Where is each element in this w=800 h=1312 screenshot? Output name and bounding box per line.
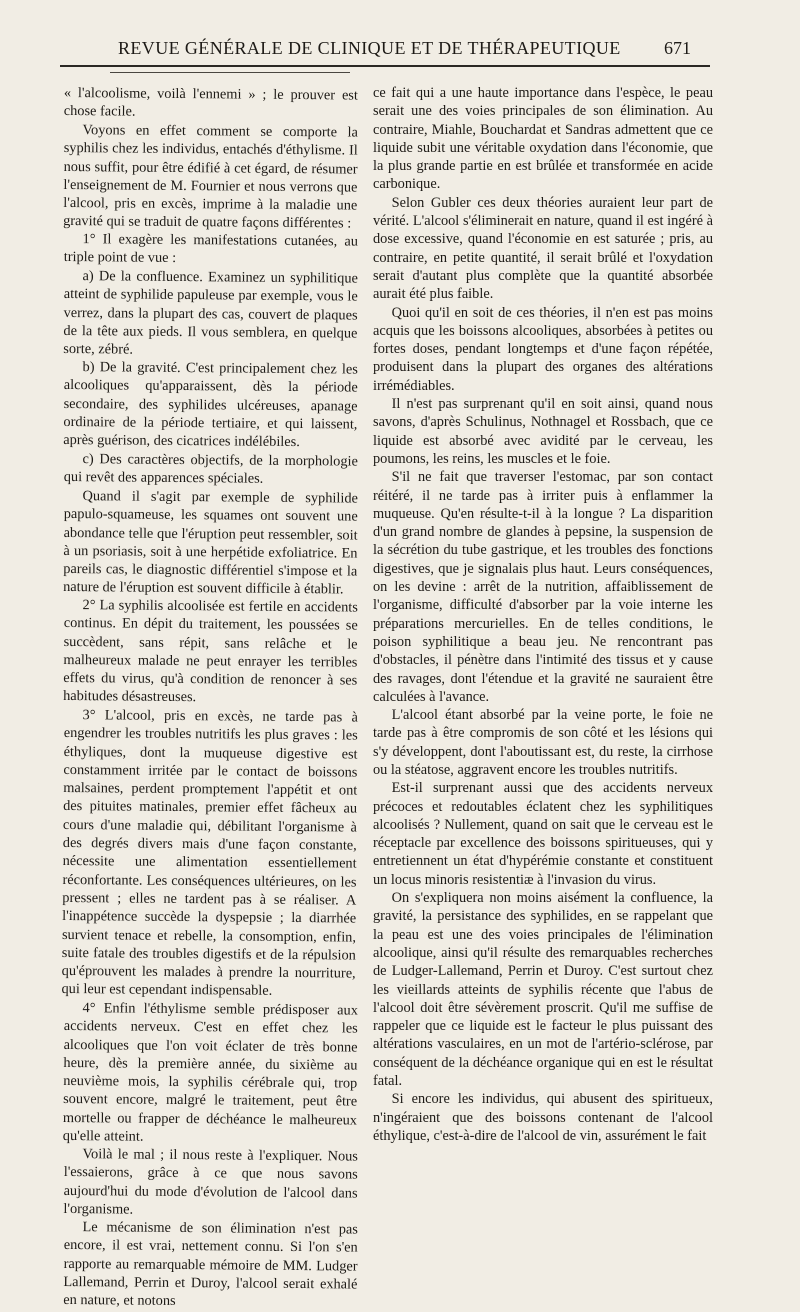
paragraph: « l'alcoolisme, voilà l'ennemi » ; le prouver est chose facile. <box>63 84 358 120</box>
running-header <box>0 36 800 66</box>
paragraph: ce fait qui a une haute importance dans l'espèce, le peau serait une des voies principales de son élimination. Au contraire, Miahle, Bouchardat et Sandras admettent que ce liquide subit une véritable oxydation dans l'économie, que la plus grande partie en est brûlée et transformée en acide carbonique. <box>373 85 713 193</box>
paragraph: L'alcool étant absorbé par la veine porte, le foie ne tarde pas à être compromis de son côté et les lésions qui s'y développent, dont l'aboutissant est, du reste, la cirrhose ou la stéatose, aggravent encore les troubles nutritifs. <box>373 707 713 778</box>
paragraph: 3° L'alcool, pris en excès, ne tarde pas à engendrer les troubles nutritifs les plus graves : les éthyliques, dont la muqueuse digestive est constamment irritée par le contact de boissons malsaines, perdent promptement l'appétit et ont des pituites matinales, premier effet fâcheux au cours d'une maladie qui, débilitant l'organisme à des degrés divers mais d'une façon constante, nécessite une alimentation essentiellement réconfortante. Les conséquences ultérieures, on les pressent ; elles ne tardent pas à se réaliser. A l'inappétence succède la dyspepsie ; la diarrhée survient tenace et rebelle, la consomption, enfin, suite fatale des troubles digestifs et de la répulsion qu'éprouvent les malades à prendre la nourriture, qui leur est cependant indispensable. <box>61 707 358 1000</box>
paragraph: Le mécanisme de son élimination n'est pas encore, il est vrai, nettement connu. Si l'on s'en rapporte au remarquable mémoire de MM. Ludger Lallemand, Perrin et Duroy, l'alcool serait exhalé en nature, et notons <box>63 1219 358 1310</box>
paragraph: Est-il surprenant aussi que des accidents nerveux précoces et redoutables éclatent chez les syphilitiques alcoolisés ? Nullement, quand on sait que le cerveau est le réceptacle par excellence des boissons spiritueuses, qui y entretiennent un état d'hypérémie constante et constituent un locus minoris resistentiæ à l'invasion du virus. <box>373 780 713 888</box>
paragraph: a) De la confluence. Examinez un syphilitique atteint de syphilide papuleuse par exemple, vous le verrez, dans la plupart des cas, couvert de plaques de la tête aux pieds. Il vous semblera, en quelque sorte, zébré. <box>63 268 358 358</box>
paragraph: c) Des caractères objectifs, de la morphologie qui revêt des apparences spéciales. <box>63 451 358 487</box>
paragraph: 1° Il exagère les manifestations cutanées, au triple point de vue : <box>63 231 358 267</box>
paragraph: Si encore les individus, qui abusent des spiritueux, n'ingéraient que des boissons contenant de l'alcool éthylique, c'est-à-dire de l'alcool de vin, assurément le fait <box>373 1091 713 1144</box>
page-number: 671 <box>664 38 691 58</box>
paragraph: Quoi qu'il en soit de ces théories, il n'en est pas moins acquis que les boissons alcooliques, absorbées à petites ou fortes doses, pendant longtemps et d'une façon répétée, produisent dans la plupart des organes des altérations irrémédiables. <box>373 304 713 394</box>
paragraph: Voyons en effet comment se comporte la syphilis chez les individus, entachés d'éthylisme. Il nous suffit, pour être édifié à cet égard, de résumer l'enseignement de M. Fournier et nous verrons que l'alcool, pris en excès, imprime à la maladie une gravité qui se traduit de quatre façons différentes : <box>63 121 358 232</box>
paragraph: Selon Gubler ces deux théories auraient leur part de vérité. L'alcool s'éliminerait en nature, quand il est ingéré à dose excessive, quand l'économie en est saturée ; pris, au contraire, en petite quantité, il serait brûlé et l'oxydation serait d'autant plus complète que la quantité absorbée aurait été plus faible. <box>373 194 713 303</box>
paragraph: 2° La syphilis alcoolisée est fertile en accidents continus. En dépit du traitement, les poussées se succèdent, sans répit, sans relâche et le malheureux malade ne peut enrayer les terribles effets du virus, qu'à condition de renoncer à ses habitudes désastreuses. <box>63 597 358 706</box>
paragraph: S'il ne fait que traverser l'estomac, par son contact réitéré, il ne tarde pas à irriter puis à enflammer la muqueuse. Qu'en résulte-t-il à la longue ? La disparition d'un grand nombre de glandes à pepsine, la suspension de la sécrétion du tube gastrique, et les troubles des fonctions digestives, que je signalais plus haut. Leurs conséquences, on les devine : arrêt de la nutrition, affaiblissement de l'organisme, difficulté d'absorber par la voie interne les préparations mercurielles. En de telles conditions, le poison syphilitique a beau jeu. Ne rencontrant pas d'obstacles, il pénètre dans l'intimité des tissus et y cause des ravages, dont l'étendue et la gravité ne sauraient être calculées à l'avance. <box>373 469 713 705</box>
paragraph: On s'expliquera non moins aisément la confluence, la gravité, la persistance des syphilides, en se rappelant que la peau est une des voies principales de l'élimination alcoolique, ainsi qu'il résulte des remarquables recherches de Ludger-Lallemand, Perrin et Duroy. C'est surtout chez les vieillards atteints de syphilis récente que l'abus de l'alcool doit être sévèrement proscrit. Qu'il me suffise de rappeler que ce liquide est le facteur le plus puissant des altérations vasculaires, en un mot de l'artério-sclérose, par conséquent de la déchéance organique qui en est le résultat fatal. <box>373 890 713 1090</box>
right-column <box>373 84 713 1145</box>
paragraph: Voilà le mal ; il nous reste à l'expliquer. Nous l'essaierons, grâce à ce que nous savons aujourd'hui du mode d'évolution de l'alcool dans l'organisme. <box>63 1146 358 1218</box>
paragraph: b) De la gravité. C'est principalement chez les alcooliques qu'apparaissent, dès la période secondaire, des syphilides ulcéreuses, apanage ordinaire de la période tertiaire, et qui laissent, après guérison, des cicatrices indélébiles. <box>63 359 358 451</box>
header-rule <box>60 65 710 67</box>
header-subrule <box>110 72 350 73</box>
paragraph: Quand il s'agit par exemple de syphilide papulo-squameuse, les squames ont souvent une abondance telle que l'éruption peut ressembler, soit à un psoriasis, soit à une herpétide exfoliatrice. En pareils cas, le diagnostic différentiel s'impose et la nature de l'éruption est souvent difficile à établir. <box>63 487 358 598</box>
paragraph: Il n'est pas surprenant qu'il en soit ainsi, quand nous savons, d'après Schulinus, Nothnagel et Rossbach, que ce liquide est absorbé avec avidité par le cerveau, les poumons, les reins, les muscles et le foie. <box>373 396 713 467</box>
left-column <box>61 84 358 1310</box>
running-title: REVUE GÉNÉRALE DE CLINIQUE ET DE THÉRAPEUTIQUE <box>118 38 621 58</box>
paragraph: 4° Enfin l'éthylisme semble prédisposer aux accidents nerveux. C'est en effet chez les alcooliques que l'on voit éclater de très bonne heure, dès la première année, du sixième au neuvième mois, la syphilis cérébrale qui, trop souvent encore, malgré le traitement, peut être mortelle ou frapper de déchéance le malheureux qu'elle atteint. <box>62 1000 358 1145</box>
